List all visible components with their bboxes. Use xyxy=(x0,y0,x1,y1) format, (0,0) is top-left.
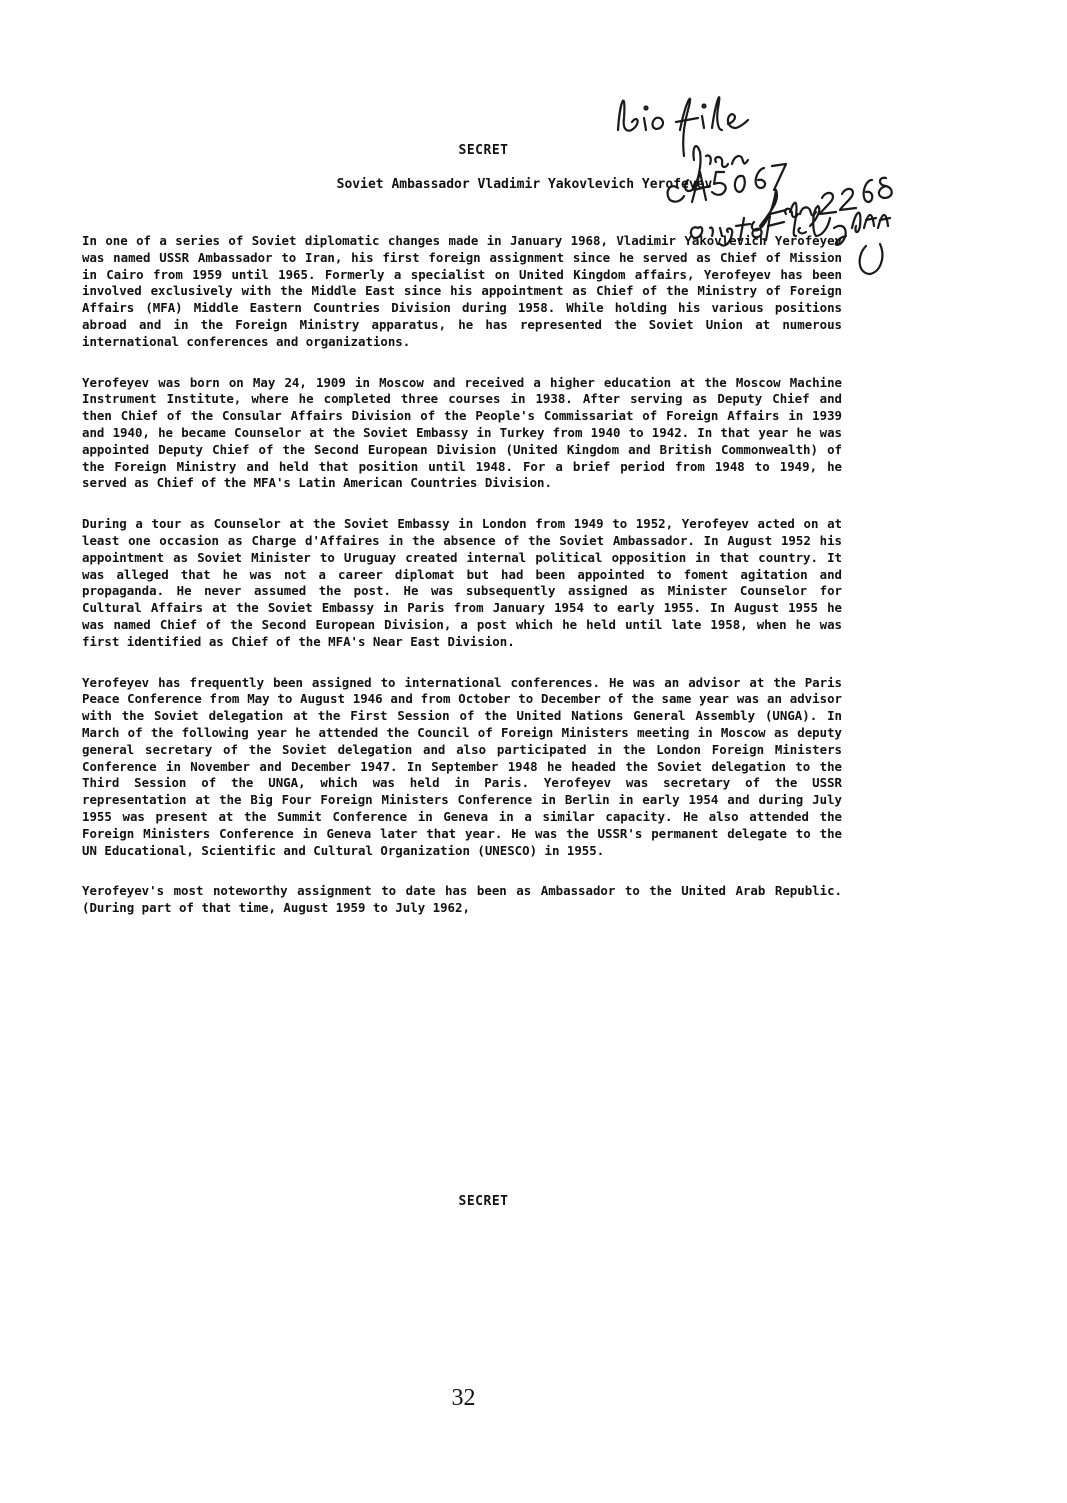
paragraph: Yerofeyev's most noteworthy assignment to date has been as Ambassador to the United Arab Republic. (During part of that time, August 1959 to July 1962, xyxy=(82,883,842,916)
classification-marking-bottom: SECRET xyxy=(458,1194,509,1209)
paragraph: During a tour as Counselor at the Soviet Embassy in London from 1949 to 1952, Yerofeyev acted on at least one occasion as Charge d'Affaires in the absence of the Soviet Ambassador. In August 1952 his appointment as Soviet Minister to Uruguay created internal political opposition in that country. It was alleged that he was not a career diplomat but had been appointed to foment agitation and propaganda. He never assumed the post. He was subsequently assigned as Minister Counselor for Cultural Affairs at the Soviet Embassy in Paris from January 1954 to early 1955. In August 1955 he was named Chief of the Second European Division, a post which he held until late 1958, when he was first identified as Chief of the MFA's Near East Division. xyxy=(82,516,842,649)
paragraph: In one of a series of Soviet diplomatic changes made in January 1968, Vladimir Yakovlevich Yerofeyev was named USSR Ambassador to Iran, his first foreign assignment since he served as Chief of Mission in Cairo from 1959 until 1965. Formerly a specialist on United Kingdom affairs, Yerofeyev has been involved exclusively with the Middle East since his appointment as Chief of the Ministry of Foreign Affairs (MFA) Middle Eastern Countries Division during 1958. While holding his various positions abroad and in the Foreign Ministry apparatus, he has represented the Soviet Union at numerous international conferences and organizations. xyxy=(82,233,842,349)
document-title: Soviet Ambassador Vladimir Yakovlevich Yerofeyev xyxy=(336,177,713,192)
document-body xyxy=(82,233,842,941)
page-number: 32 xyxy=(451,1385,476,1411)
paragraph: Yerofeyev has frequently been assigned to international conferences. He was an advisor at the Paris Peace Conference from May to August 1946 and from October to December of the same year was an advisor with the Soviet delegation at the First Session of the United Nations General Assembly (UNGA). In March of the following year he attended the Council of Foreign Ministers meeting in Moscow as deputy general secretary of the Soviet delegation and also participated in the London Foreign Ministers Conference in November and December 1947. In September 1948 he headed the Soviet delegation to the Third Session of the UNGA, which was held in Paris. Yerofeyev was secretary of the USSR representation at the Big Four Foreign Ministers Conference in Berlin in early 1954 and during July 1955 was present at the Summit Conference in Geneva in a similar capacity. He also attended the Foreign Ministers Conference in Geneva later that year. He was the USSR's permanent delegate to the UN Educational, Scientific and Cultural Organization (UNESCO) in 1955. xyxy=(82,674,842,858)
paragraph: Yerofeyev was born on May 24, 1909 in Moscow and received a higher education at the Moscow Machine Instrument Institute, where he completed three courses in 1938. After serving as Deputy Chief and then Chief of the Consular Affairs Division of the People's Commissariat of Foreign Affairs in 1939 and 1940, he became Counselor at the Soviet Embassy in Turkey from 1940 to 1942. In that year he was appointed Deputy Chief of the Second European Division (United Kingdom and British Commonwealth) of the Foreign Ministry and held that position until 1948. For a brief period from 1948 to 1949, he served as Chief of the MFA's Latin American Countries Division. xyxy=(82,374,842,491)
classification-marking-top: SECRET xyxy=(458,143,509,158)
